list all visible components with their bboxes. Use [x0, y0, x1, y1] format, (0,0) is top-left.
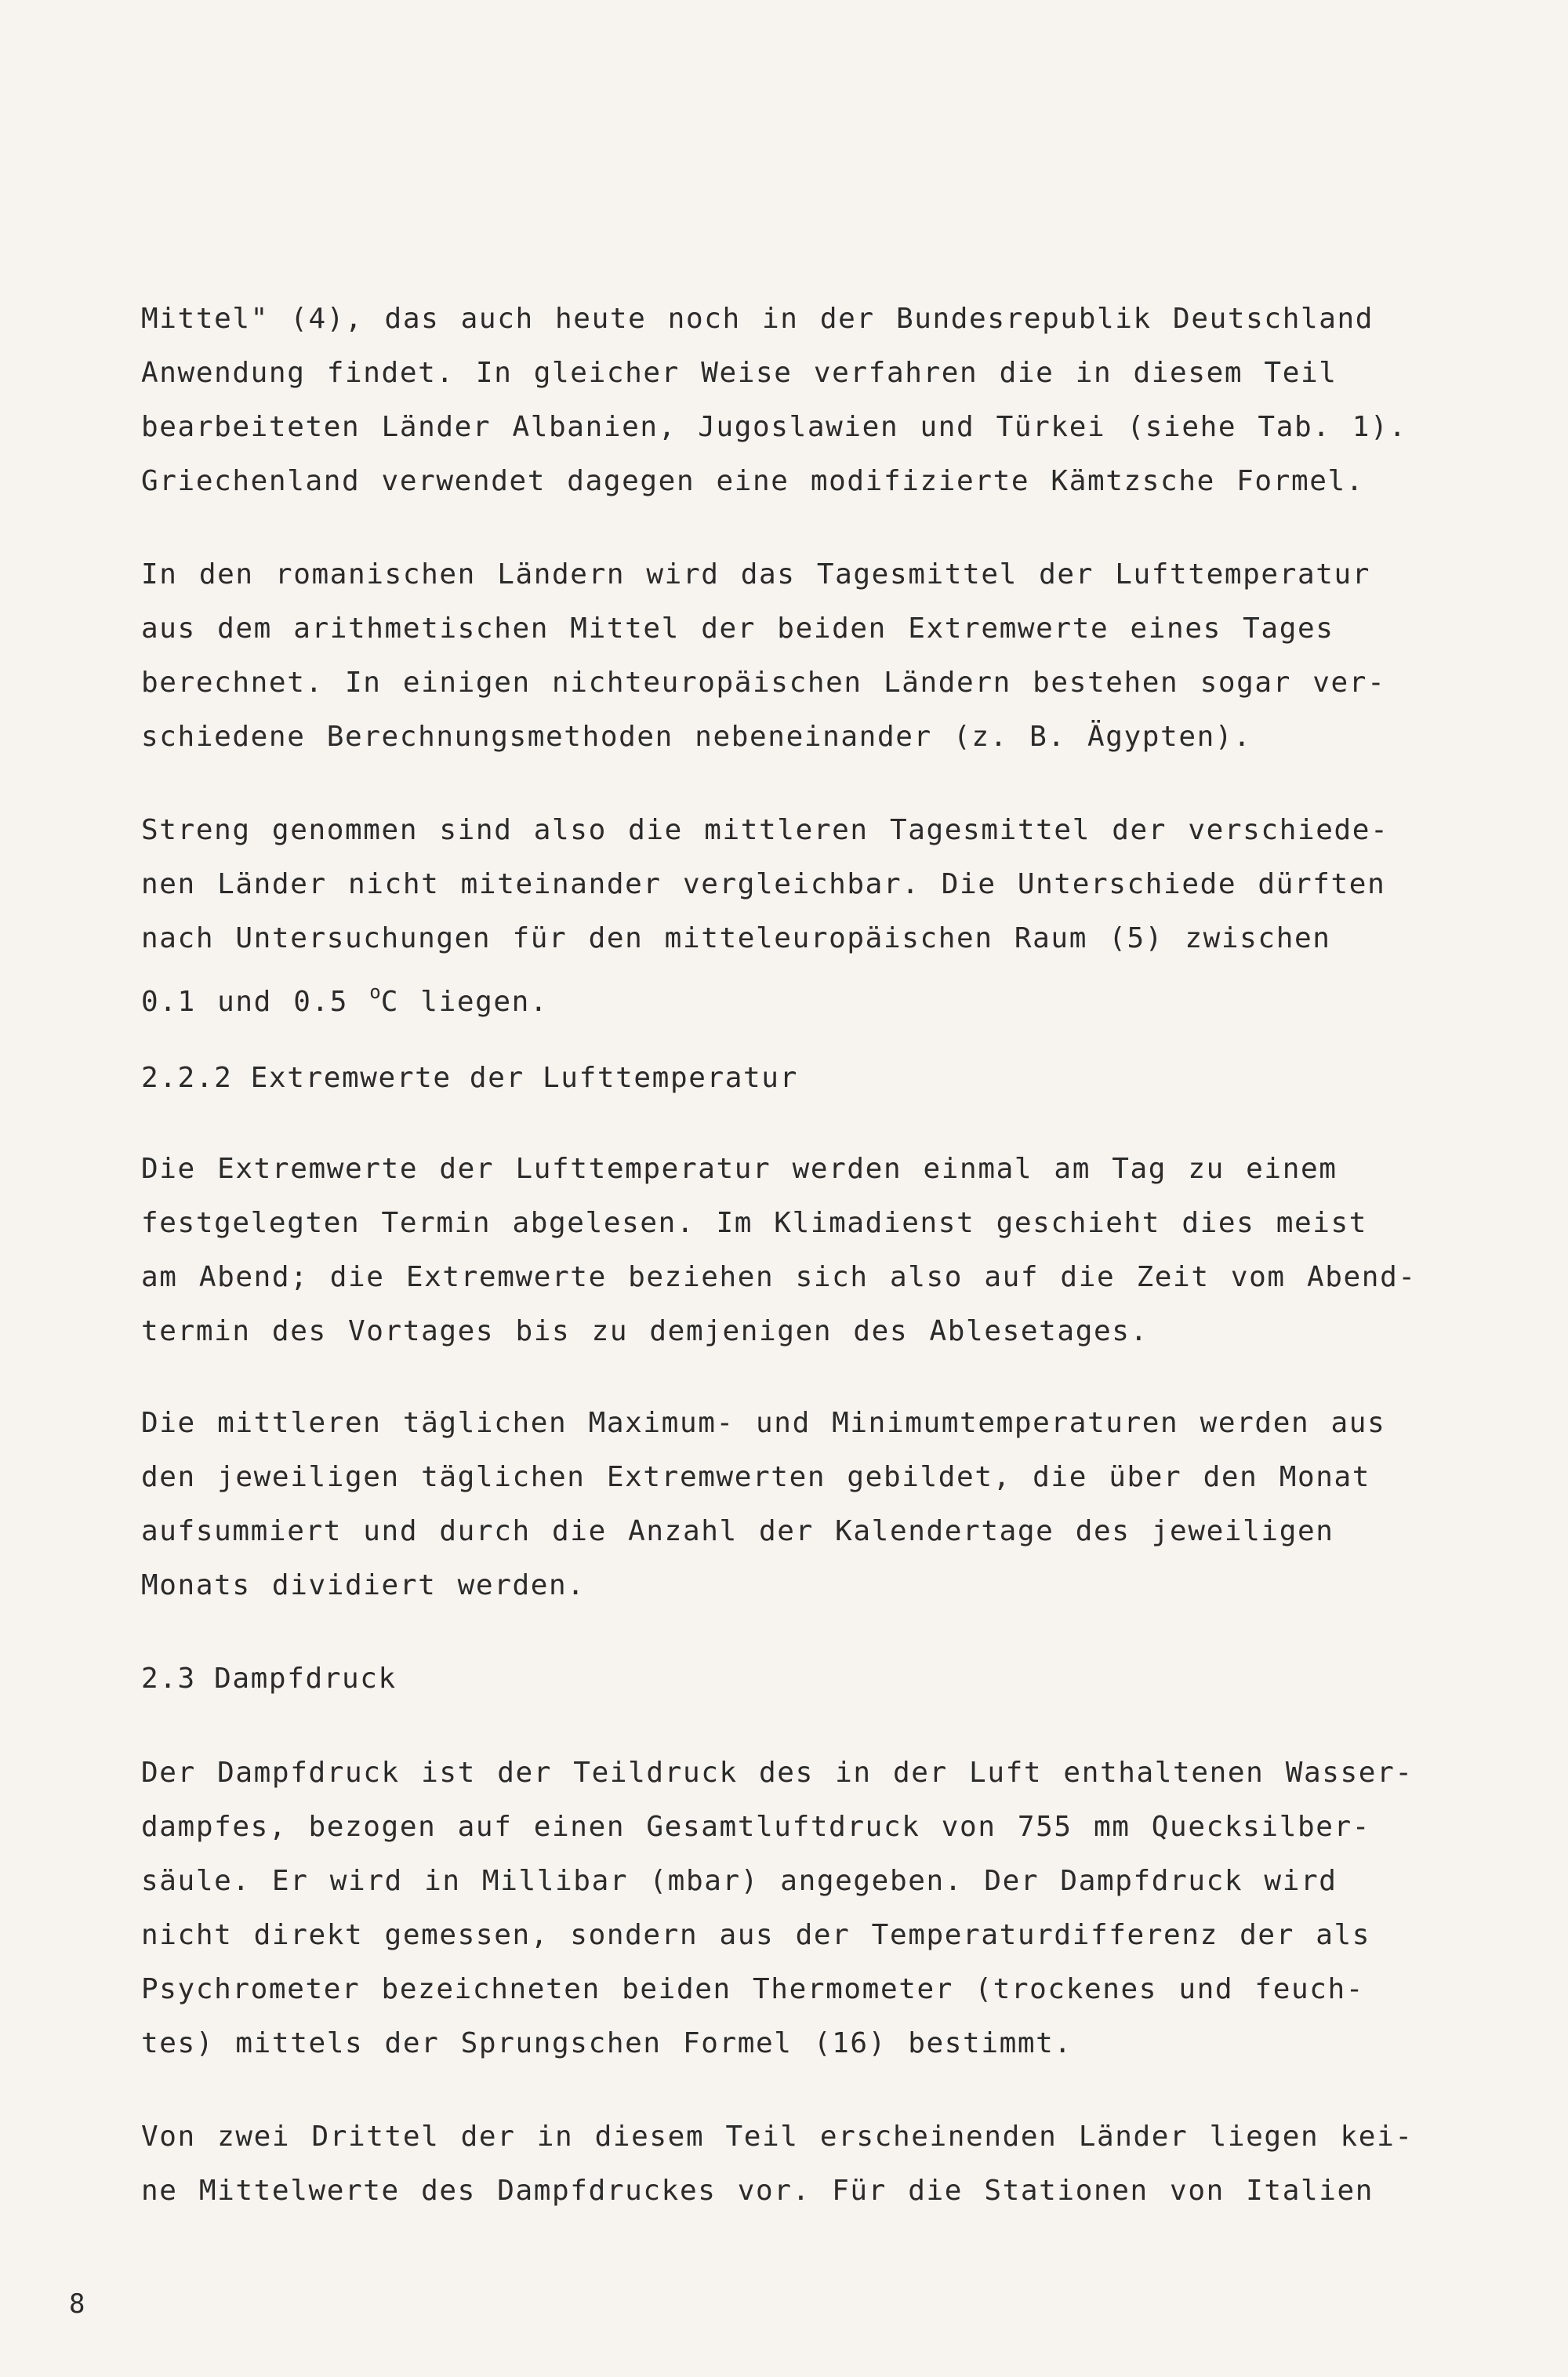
text-line: aus dem arithmetischen Mittel der beiden Extremwerte eines Tages — [141, 612, 1334, 645]
text-line: Die mittleren täglichen Maximum- und Minimumtemperaturen werden aus — [141, 1407, 1386, 1439]
text-line: bearbeiteten Länder Albanien, Jugoslawien und Türkei (siehe Tab. 1). — [141, 411, 1407, 443]
text-line: Streng genommen sind also die mittleren Tagesmittel der verschiede- — [141, 814, 1389, 846]
paragraph-comparability — [141, 803, 1474, 1019]
text-line: Griechenland verwendet dagegen eine modifizierte Kämtzsche Formel. — [141, 465, 1365, 497]
text-fragment: 0.1 und 0.5 — [141, 986, 370, 1018]
text-line: Von zwei Drittel der in diesem Teil erscheinenden Länder liegen kei- — [141, 2121, 1414, 2153]
text-line: Mittel" (4), das auch heute noch in der Bundesrepublik Deutschland — [141, 303, 1374, 335]
text-line: Monats dividiert werden. — [141, 1569, 586, 1601]
page-number: 8 — [69, 2288, 85, 2320]
text-line: nach Untersuchungen für den mitteleuropäischen Raum (5) zwischen — [141, 922, 1331, 954]
text-line-with-degree — [141, 965, 1474, 1019]
text-line: Psychrometer bezeichneten beiden Thermometer (trockenes und feuch- — [141, 1973, 1365, 2005]
degree-superscript: o — [369, 981, 381, 1003]
text-line: aufsummiert und durch die Anzahl der Kalendertage des jeweiligen — [141, 1515, 1334, 1547]
paragraph-daily-max-min — [141, 1396, 1474, 1612]
text-line: den jeweiligen täglichen Extremwerten gebildet, die über den Monat — [141, 1461, 1371, 1493]
paragraph-romanic-countries — [141, 547, 1474, 764]
text-line: termin des Vortages bis zu demjenigen des Ablesetages. — [141, 1315, 1149, 1347]
text-line: dampfes, bezogen auf einen Gesamtluftdruck von 755 mm Quecksilber- — [141, 1811, 1371, 1843]
text-line: am Abend; die Extremwerte beziehen sich also auf die Zeit vom Abend- — [141, 1261, 1417, 1293]
text-line: Der Dampfdruck ist der Teildruck des in der Luft enthaltenen Wasser- — [141, 1757, 1414, 1789]
text-line: schiedene Berechnungsmethoden nebeneinander (z. B. Ägypten). — [141, 721, 1252, 753]
text-line: tes) mittels der Sprungschen Formel (16) bestimmt. — [141, 2027, 1073, 2059]
text-line: festgelegten Termin abgelesen. Im Klimadienst geschieht dies meist — [141, 1207, 1368, 1239]
section-heading-2-3 — [141, 1652, 1474, 1706]
text-line: säule. Er wird in Millibar (mbar) angegeben. Der Dampfdruck wird — [141, 1865, 1338, 1897]
text-fragment: C liegen. — [380, 986, 549, 1018]
text-line: In den romanischen Ländern wird das Tagesmittel der Lufttemperatur — [141, 558, 1371, 591]
paragraph-tagesmittel-methods — [141, 292, 1474, 508]
text-line: Anwendung findet. In gleicher Weise verfahren die in diesem Teil — [141, 357, 1338, 389]
text-line: nen Länder nicht miteinander vergleichbar. Die Unterschiede dürften — [141, 868, 1386, 900]
text-line: nicht direkt gemessen, sondern aus der Temperaturdifferenz der als — [141, 1919, 1371, 1951]
paragraph-extreme-values — [141, 1142, 1474, 1358]
text-line: Die Extremwerte der Lufttemperatur werden einmal am Tag zu einem — [141, 1153, 1338, 1185]
paragraph-missing-data — [141, 2110, 1474, 2218]
paragraph-vapour-pressure — [141, 1746, 1474, 2070]
section-heading: 2.2.2 Extremwerte der Lufttemperatur — [141, 1062, 798, 1094]
section-heading: 2.3 Dampfdruck — [141, 1663, 397, 1695]
text-line: berechnet. In einigen nichteuropäischen Ländern bestehen sogar ver- — [141, 667, 1386, 699]
text-line: ne Mittelwerte des Dampfdruckes vor. Für die Stationen von Italien — [141, 2175, 1374, 2207]
section-heading-2-2-2 — [141, 1051, 1474, 1105]
